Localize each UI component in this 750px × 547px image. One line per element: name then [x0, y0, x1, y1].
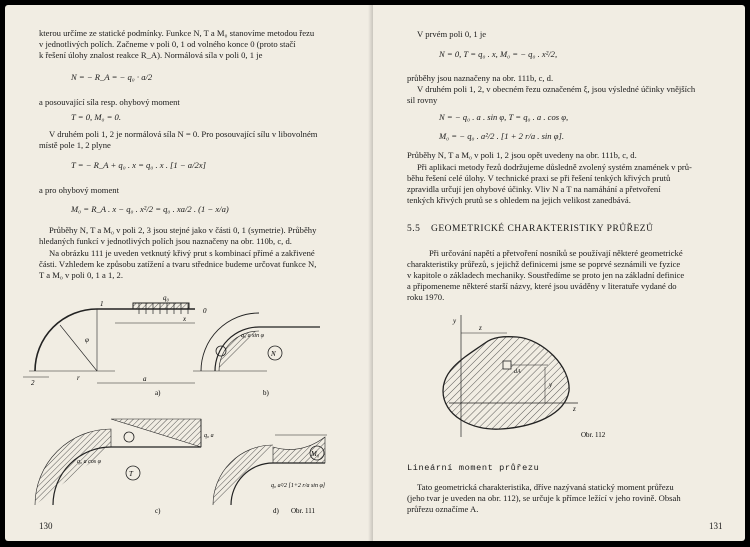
- label-n: N: [271, 350, 276, 358]
- text-line: Na obrázku 111 je uveden vetknutý křivý prut s kombinací přímé a zakřivené: [49, 248, 315, 258]
- equation: T = − R_A + q₀ . x = q₀ . x . [1 − a/2x]: [71, 160, 206, 170]
- equation: M₀ = − q₀ . a²/2 . [1 + 2 r/a . sin φ].: [439, 131, 565, 141]
- text-line: tenkých křivých prutů se s ohledem na jejich velikost zanedbává.: [407, 195, 631, 205]
- text-line: Průběhy N, T a M₀ v poli 1, 2 jsou opět uvedeny na obr. 111b, c, d.: [407, 150, 637, 160]
- label-a: a: [143, 375, 147, 383]
- axis-z: z: [479, 324, 482, 332]
- text-line: a připomeneme některé starší názvy, které jsou uváděny v literatuře vydané do: [407, 281, 677, 291]
- figure-b: [193, 313, 320, 371]
- text-line: Při určování napětí a přetvoření nosníků se používají některé geometrické: [429, 248, 683, 258]
- text-line: kterou určíme ze statické podmínky. Funkce N, T a M₀ stanovíme metodou řezu: [39, 28, 315, 38]
- text-line: v kapitole o základech mechaniky. Soustředíme se proto jen na základní definice: [407, 270, 685, 280]
- text-line: místě pole 1, 2 plyne: [39, 140, 111, 150]
- section-number: 5.5: [407, 224, 421, 234]
- equation: M₀ = R_A . x − q₀ . x²/2 = q₀ . xa/2 . (1 − x/a): [71, 204, 229, 214]
- label-z: z: [573, 405, 576, 413]
- section-title: GEOMETRICKÉ CHARAKTERISTIKY PRŮŘEZŮ: [431, 224, 654, 234]
- page-number: 130: [39, 521, 53, 531]
- text-line: průběhy jsou naznačeny na obr. 111b, c, d.: [407, 73, 554, 83]
- text-line: Tato geometrická charakteristika, dříve nazývaná statický moment průřezu: [417, 482, 674, 492]
- text-line: V druhém poli 1, 2 je normálová síla N = 0. Pro posouvající sílu v libovolném: [49, 129, 318, 139]
- figure-112: [373, 307, 745, 447]
- label-m0: M₀: [311, 450, 320, 458]
- figure-caption: Obr. 111: [291, 507, 315, 515]
- label-a-part: a): [155, 389, 161, 397]
- label-2: 2: [31, 379, 35, 387]
- label-t: T: [129, 470, 133, 478]
- subheading: Lineární moment průřezu: [407, 463, 540, 473]
- figure-caption: Obr. 112: [581, 431, 606, 439]
- label-da: dA: [514, 369, 521, 375]
- text-line: (jeho tvar je uveden na obr. 112), se určuje k přímce ležící v jeho rovině. Obsah: [407, 493, 681, 503]
- label-qacos: q₀ a cos φ: [77, 459, 101, 465]
- label-qa: q₀ a: [204, 433, 214, 439]
- figure-c: [35, 419, 201, 505]
- figure-d: [213, 435, 327, 505]
- text-line: zpravidla určují jen ohybové účinky. Vliv N a T na namáhání a přetvoření: [407, 184, 661, 194]
- label-c-part: c): [155, 507, 161, 515]
- text-line: běhu řešení celé úlohy. V technické praxi se při řešení tenkých křivých prutů: [407, 173, 671, 183]
- label-qasin: q₀ a sin φ: [241, 333, 264, 339]
- axis-y: y: [453, 317, 457, 325]
- figure-111: [5, 287, 373, 523]
- equation: N = − R_A = − q₀ · a/2: [71, 72, 153, 82]
- right-page: [373, 5, 745, 541]
- text-line: T a M₀ v poli 0, 1 a 1, 2.: [39, 270, 123, 280]
- left-page: [5, 5, 373, 541]
- equation: N = − q₀ . a . sin φ, T = q₀ . a . cos φ,: [439, 112, 569, 122]
- label-0: 0: [203, 307, 207, 315]
- text-line: Při aplikaci metody řezů dodržujeme důsledně zvolený systém znamének v prů-: [417, 162, 692, 172]
- text-line: hledaných funkcí v jednotlivých polích jsou naznačeny na obr. 110b, c, d.: [39, 236, 292, 246]
- figure-a: [23, 303, 195, 383]
- text-line: k řešení úlohy znalost reakce R_A). Normálová síla v poli 0, 1 je: [39, 50, 263, 60]
- text-line: charakteristiky průřezů, s jejichž definicemi jsme se poprvé seznámili ve fyzice: [407, 259, 681, 269]
- equation: T = 0, M₀ = 0.: [71, 112, 122, 122]
- label-phi: φ: [85, 336, 89, 344]
- text-line: průřezu označíme A.: [407, 504, 479, 514]
- label-d-part: d): [273, 507, 279, 515]
- label-q0: q₀: [163, 294, 169, 302]
- text-line: a pro ohybový moment: [39, 185, 119, 195]
- text-line: V prvém poli 0, 1 je: [417, 29, 487, 39]
- text-line: v jednotlivých polích. Začneme v poli 0, 1 od volného konce 0 (proto stačí: [39, 39, 296, 49]
- label-b-part: b): [263, 389, 269, 397]
- label-1: 1: [100, 300, 104, 308]
- equation: N = 0, T = q₀ . x, M₀ = − q₀ . x²/2,: [439, 49, 558, 59]
- text-line: V druhém poli 1, 2, v obecném řezu označeném ξ, jsou výsledné účinky vnějších: [417, 84, 696, 94]
- label-moment: q₀ a²/2 [1+2 r/a sin φ]: [271, 483, 326, 489]
- text-line: části. Vzhledem ke způsobu zatížení a tvaru střednice budeme určovat funkce N,: [39, 259, 317, 269]
- label-x: x: [183, 315, 187, 323]
- label-r: r: [77, 374, 80, 382]
- text-line: roku 1970.: [407, 292, 445, 302]
- label-y: y: [549, 381, 553, 389]
- text-line: sil rovny: [407, 95, 438, 105]
- text-line: a posouvající síla resp. ohybový moment: [39, 97, 180, 107]
- text-line: Průběhy N, T a M₀ v poli 2, 3 jsou stejné jako v části 0, 1 (symetrie). Průběhy: [49, 225, 317, 235]
- page-number: 131: [709, 521, 723, 531]
